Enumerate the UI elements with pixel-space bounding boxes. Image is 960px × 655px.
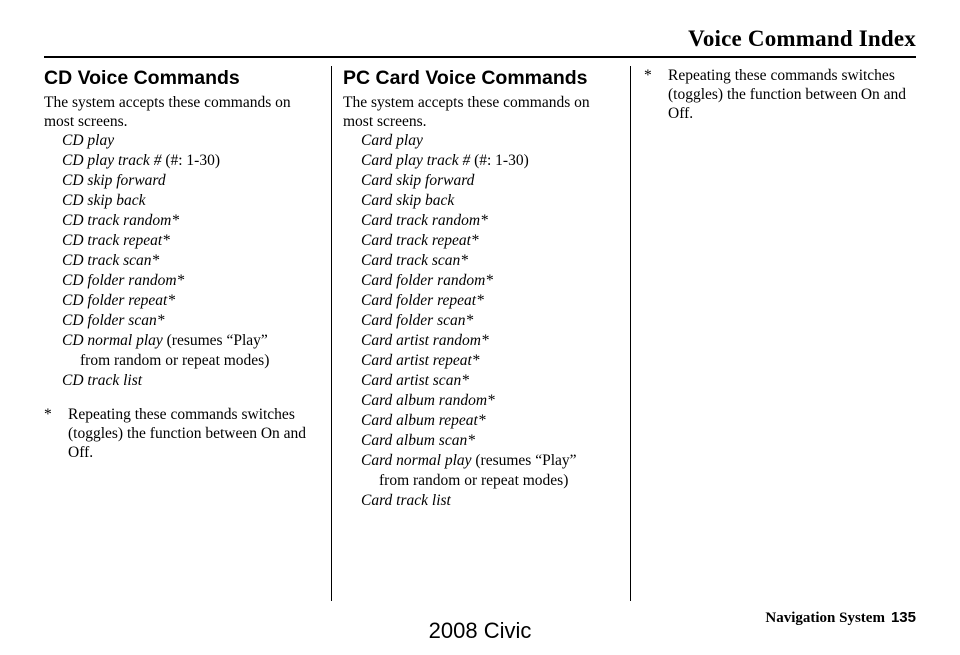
command-item (361, 331, 623, 351)
command-text: CD play (62, 132, 115, 149)
command-item (361, 391, 623, 411)
section-intro: The system accepts these commands on most screens. (343, 94, 590, 130)
command-note-continued: from random or repeat modes) (80, 352, 270, 369)
command-text: Card skip back (361, 192, 455, 209)
footnote (644, 66, 924, 123)
command-item (361, 151, 623, 171)
command-text: Card skip forward (361, 172, 475, 189)
command-item (361, 251, 623, 271)
section-heading: CD Voice Commands (44, 67, 240, 89)
section-heading: PC Card Voice Commands (343, 67, 588, 89)
footer-section: Navigation System (765, 610, 885, 626)
pc-card-voice-commands-section (343, 66, 623, 511)
command-item (361, 231, 623, 251)
command-text: Card artist scan* (361, 372, 469, 389)
command-item (361, 491, 623, 511)
command-item (62, 231, 319, 251)
command-item (361, 451, 623, 491)
command-text: CD normal play (62, 332, 163, 349)
command-item (361, 431, 623, 451)
command-text: Card album repeat* (361, 412, 486, 429)
command-note: (resumes “Play” (162, 332, 268, 349)
command-item (62, 131, 319, 151)
command-text: CD track random* (62, 212, 180, 229)
command-text: Card track scan* (361, 252, 469, 269)
command-item (62, 271, 319, 291)
column-divider (331, 66, 332, 601)
command-text: CD play track # (62, 152, 162, 169)
command-note: (#: 1-30) (161, 152, 220, 169)
footnote-marker: * (44, 406, 52, 423)
command-item (62, 191, 319, 211)
command-text: CD folder random* (62, 272, 185, 289)
watermark: 2008 Civic (428, 618, 532, 643)
right-column (644, 66, 924, 123)
command-text: Card artist repeat* (361, 352, 480, 369)
footnote (44, 405, 319, 462)
command-text: Card artist random* (361, 332, 489, 349)
command-text: Card album scan* (361, 432, 475, 449)
command-item (62, 211, 319, 231)
command-text: CD track list (62, 372, 143, 389)
command-item (361, 271, 623, 291)
command-item (361, 131, 623, 151)
command-item (361, 371, 623, 391)
command-item (62, 331, 319, 371)
page-title: Voice Command Index (688, 26, 916, 51)
command-text: CD skip back (62, 192, 146, 209)
command-text: Card play track # (361, 152, 471, 169)
command-item (62, 171, 319, 191)
command-note: (#: 1-30) (470, 152, 529, 169)
command-text: Card track list (361, 492, 451, 509)
command-item (62, 291, 319, 311)
command-item (62, 151, 319, 171)
command-item (361, 291, 623, 311)
command-item (361, 171, 623, 191)
command-item (361, 351, 623, 371)
command-text: Card track repeat* (361, 232, 479, 249)
footnote-marker: * (644, 67, 652, 84)
command-item (62, 251, 319, 271)
command-text: CD skip forward (62, 172, 166, 189)
command-text: Card folder repeat* (361, 292, 484, 309)
command-text: Card album random* (361, 392, 495, 409)
command-list (343, 131, 623, 511)
command-item (361, 311, 623, 331)
command-text: CD track repeat* (62, 232, 170, 249)
command-list (44, 131, 319, 391)
command-item (62, 311, 319, 331)
footnote-text: Repeating these commands switches (toggles) the function between On and Off. (668, 67, 907, 122)
page-number: 135 (890, 609, 916, 626)
command-item (62, 371, 319, 391)
header-rule (44, 56, 916, 58)
command-item (361, 411, 623, 431)
command-note-continued: from random or repeat modes) (379, 472, 569, 489)
command-item (361, 211, 623, 231)
command-text: Card folder scan* (361, 312, 474, 329)
command-item (361, 191, 623, 211)
command-text: Card folder random* (361, 272, 494, 289)
command-text: Card normal play (361, 452, 472, 469)
command-text: CD track scan* (62, 252, 160, 269)
command-note: (resumes “Play” (471, 452, 577, 469)
command-text: Card track random* (361, 212, 488, 229)
cd-voice-commands-section (44, 66, 319, 462)
column-divider (630, 66, 631, 601)
command-text: Card play (361, 132, 423, 149)
footnote-text: Repeating these commands switches (toggles) the function between On and Off. (68, 406, 307, 461)
command-text: CD folder scan* (62, 312, 165, 329)
command-text: CD folder repeat* (62, 292, 176, 309)
section-intro: The system accepts these commands on most screens. (44, 94, 291, 130)
